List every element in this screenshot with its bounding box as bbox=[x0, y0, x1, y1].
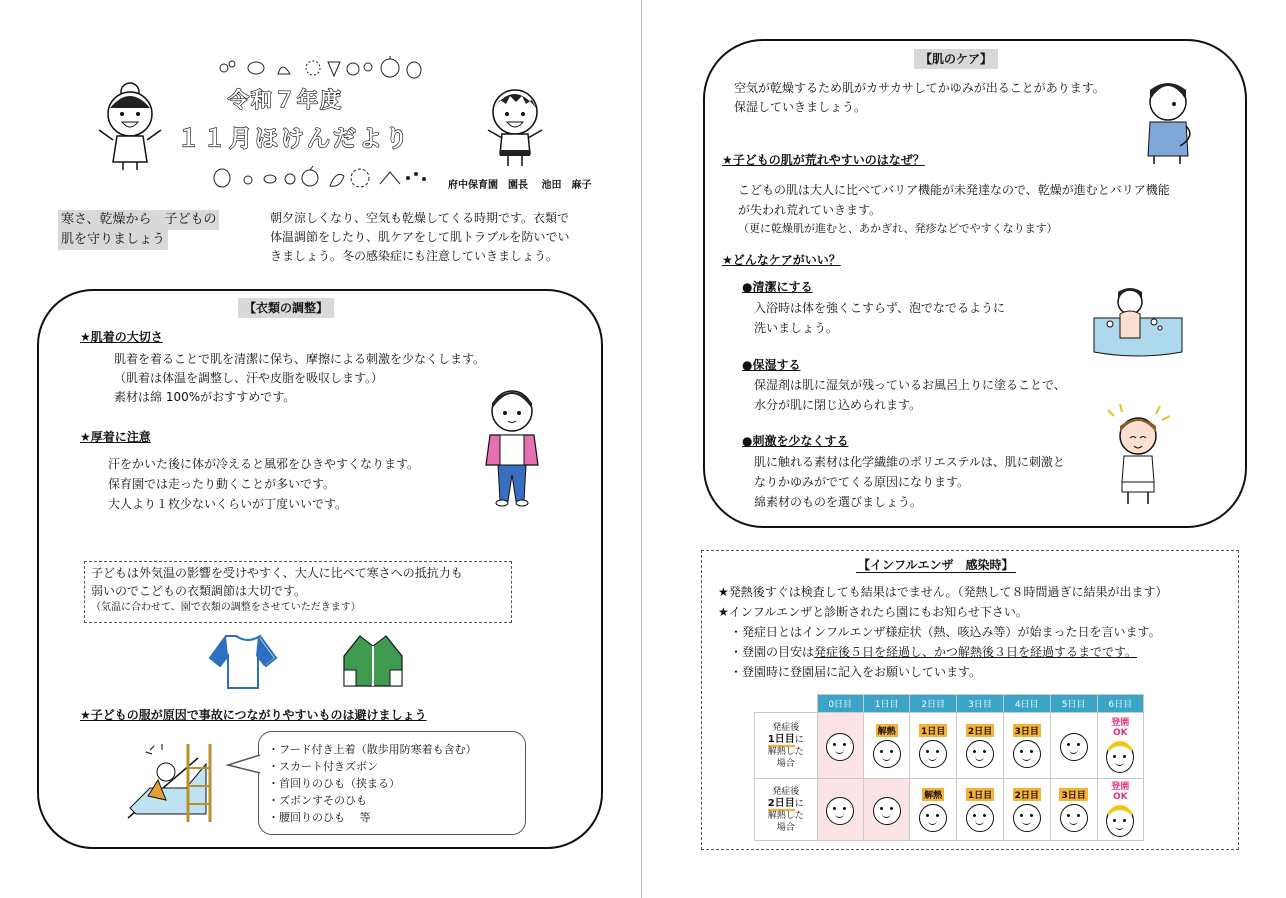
face-icon bbox=[966, 740, 994, 768]
flu-section-header: 【インフルエンザ 感染時】 bbox=[858, 558, 1014, 572]
skin-care-header: 【肌のケア】 bbox=[914, 49, 998, 69]
day-header: 1日目 bbox=[863, 695, 909, 713]
face-icon bbox=[1060, 804, 1088, 832]
child-on-slide-icon bbox=[118, 738, 228, 824]
sick-face-icon bbox=[826, 797, 854, 825]
hooded-jacket-icon bbox=[340, 630, 406, 690]
face-icon bbox=[919, 740, 947, 768]
girl-waving-icon bbox=[95, 80, 165, 172]
moisturize-body: 保湿剤は肌に湿気が残っているお風呂上りに塗ることで、 水分が肌に閉じ込められます。 bbox=[754, 378, 1066, 412]
row-label-day1: 発症後 1日目に 解熱した 場合 bbox=[755, 713, 818, 779]
sick-face-icon bbox=[873, 797, 901, 825]
boy-scratching-icon bbox=[1138, 78, 1198, 164]
ok-badge: 登園 OK bbox=[1111, 718, 1130, 738]
skin-care-heading: ★どんなケアがいい？ bbox=[722, 253, 841, 267]
skin-why-body: こどもの肌は大人に比べてバリア機能が未発達なので、乾燥が進むとバリア機能 が失われ荒れていきます。 （更に乾燥肌が進むと、あかぎれ、発疹などでやすくなります） bbox=[738, 183, 1170, 235]
accident-heading: ★子どもの服が原因で事故につながりやすいものは避けましょう bbox=[80, 708, 427, 722]
table-row: 発症後 2日目に 解熱した 場合 解熱 1日目 2日目 3日目 登園 OK bbox=[755, 779, 1144, 841]
list-item: ・首回りのひも（挟まる） bbox=[268, 777, 400, 790]
intro-body: 朝夕涼しくなり、空気も乾燥してくる時期です。衣類で 体温調節をしたり、肌ケアをして肌トラブルを防いでい きましょう。冬の感染症にも注意していきましょう。 bbox=[270, 211, 570, 263]
autumn-food-icons-bottom bbox=[212, 166, 430, 192]
long-sleeve-shirt-icon bbox=[208, 632, 274, 690]
overdressing-body: 汗をかいた後に体が冷えると風邪をひきやすくなります。 保育園では走ったり動くことが多いです。 大人より１枚少ないくらいが丁度いいです。 bbox=[108, 457, 420, 511]
title-year: 令和７年度 bbox=[228, 88, 343, 112]
sick-face-icon bbox=[826, 733, 854, 761]
list-item: ・ズボンすそのひも bbox=[268, 794, 367, 807]
moisturize-heading: ●保湿する bbox=[742, 358, 801, 372]
clothing-note-text: 子どもは外気温の影響を受けやすく、大人に比べて寒さへの抵抗力も 弱いのでこどもの衣類調節は大切です。 （気温に合わせて、園で衣類の調整をさせていただきます） bbox=[91, 566, 463, 613]
happy-face-hat-icon bbox=[1106, 741, 1134, 773]
happy-face-hat-icon bbox=[1106, 805, 1134, 837]
day-header: 6日目 bbox=[1097, 695, 1143, 713]
face-icon bbox=[873, 740, 901, 768]
page-divider bbox=[641, 0, 642, 898]
intro-heading: 寒さ、乾燥から 子どもの 肌を守りましょう bbox=[58, 210, 219, 250]
less-irritation-heading: ●刺激を少なくする bbox=[742, 434, 849, 448]
overdressing-heading: ★厚着に注意 bbox=[80, 430, 151, 444]
child-bathing-icon bbox=[1090, 284, 1186, 358]
happy-boy-underwear-icon bbox=[1104, 402, 1174, 508]
autumn-food-icons-top bbox=[218, 56, 428, 82]
less-irritation-body: 肌に触れる素材は化学繊維のポリエステルは、肌に刺激と なりかゆみがでてくる原因になります。 綿素材のものを選びましょう。 bbox=[754, 455, 1065, 509]
bubble-tail bbox=[227, 753, 261, 775]
flu-return-schedule-table bbox=[754, 694, 1144, 841]
day-header: 2日目 bbox=[910, 695, 957, 713]
skin-why-heading: ★子どもの肌が荒れやすいのはなぜ？ bbox=[722, 153, 925, 167]
page-title: １１月ほけんだより bbox=[177, 126, 411, 152]
accident-items-list bbox=[268, 741, 477, 826]
day-header: 3日目 bbox=[957, 695, 1004, 713]
boy-cheering-icon bbox=[482, 84, 548, 168]
list-item: ・スカート付きズボン bbox=[268, 760, 378, 773]
author-line: 府中保育園 園長 池田 麻子 bbox=[448, 180, 592, 191]
day-header: 0日目 bbox=[817, 695, 863, 713]
girl-jacket-icon bbox=[478, 385, 546, 509]
face-icon bbox=[1013, 804, 1041, 832]
face-icon bbox=[919, 804, 947, 832]
clean-body: 入浴時は体を強くこすらず、泡でなでるように 洗いましょう。 bbox=[754, 301, 1006, 335]
underwear-heading: ★肌着の大切さ bbox=[80, 330, 163, 344]
face-icon bbox=[1060, 733, 1088, 761]
clean-heading: ●清潔にする bbox=[742, 280, 813, 294]
underwear-body: 肌着を着ることで肌を清潔に保ち、摩擦による刺激を少なくします。 （肌着は体温を調整し、汗や皮脂を吸収します。） 素材は綿 100%がおすすめです。 bbox=[114, 352, 486, 404]
day-header: 4日目 bbox=[1003, 695, 1050, 713]
day-header: 5日目 bbox=[1050, 695, 1097, 713]
skin-intro: 空気が乾燥するため肌がカサカサしてかゆみが出ることがあります。 保湿していきましょう。 bbox=[734, 81, 1105, 114]
table-row: 発症後 1日目に 解熱した 場合 解熱 1日目 2日目 3日目 登園 OK bbox=[755, 713, 1144, 779]
flu-body: ★発熱後すぐは検査しても結果はでません。（発熱して８時間過ぎに結果が出ます） ★インフルエンザと診断されたら園にもお知らせ下さい。 ・発症日とはインフルエンザ様症状（熱、咳込み等）が始まった日を言います。 ・登園の目安は発症後５日を経過し、かつ解熱後３日を経過するまでです。 ・登園時に登園届に記入をお願いしています。 bbox=[718, 585, 1168, 679]
list-item: ・フード付き上着（散歩用防寒着も含む） bbox=[268, 743, 477, 756]
face-icon bbox=[1013, 740, 1041, 768]
row-label-day2: 発症後 2日目に 解熱した 場合 bbox=[755, 779, 818, 841]
face-icon bbox=[966, 804, 994, 832]
list-item: ・腰回りのひも 等 bbox=[268, 811, 371, 824]
ok-badge: 登園 OK bbox=[1111, 782, 1130, 802]
clothing-section-header: 【衣類の調整】 bbox=[238, 298, 334, 318]
